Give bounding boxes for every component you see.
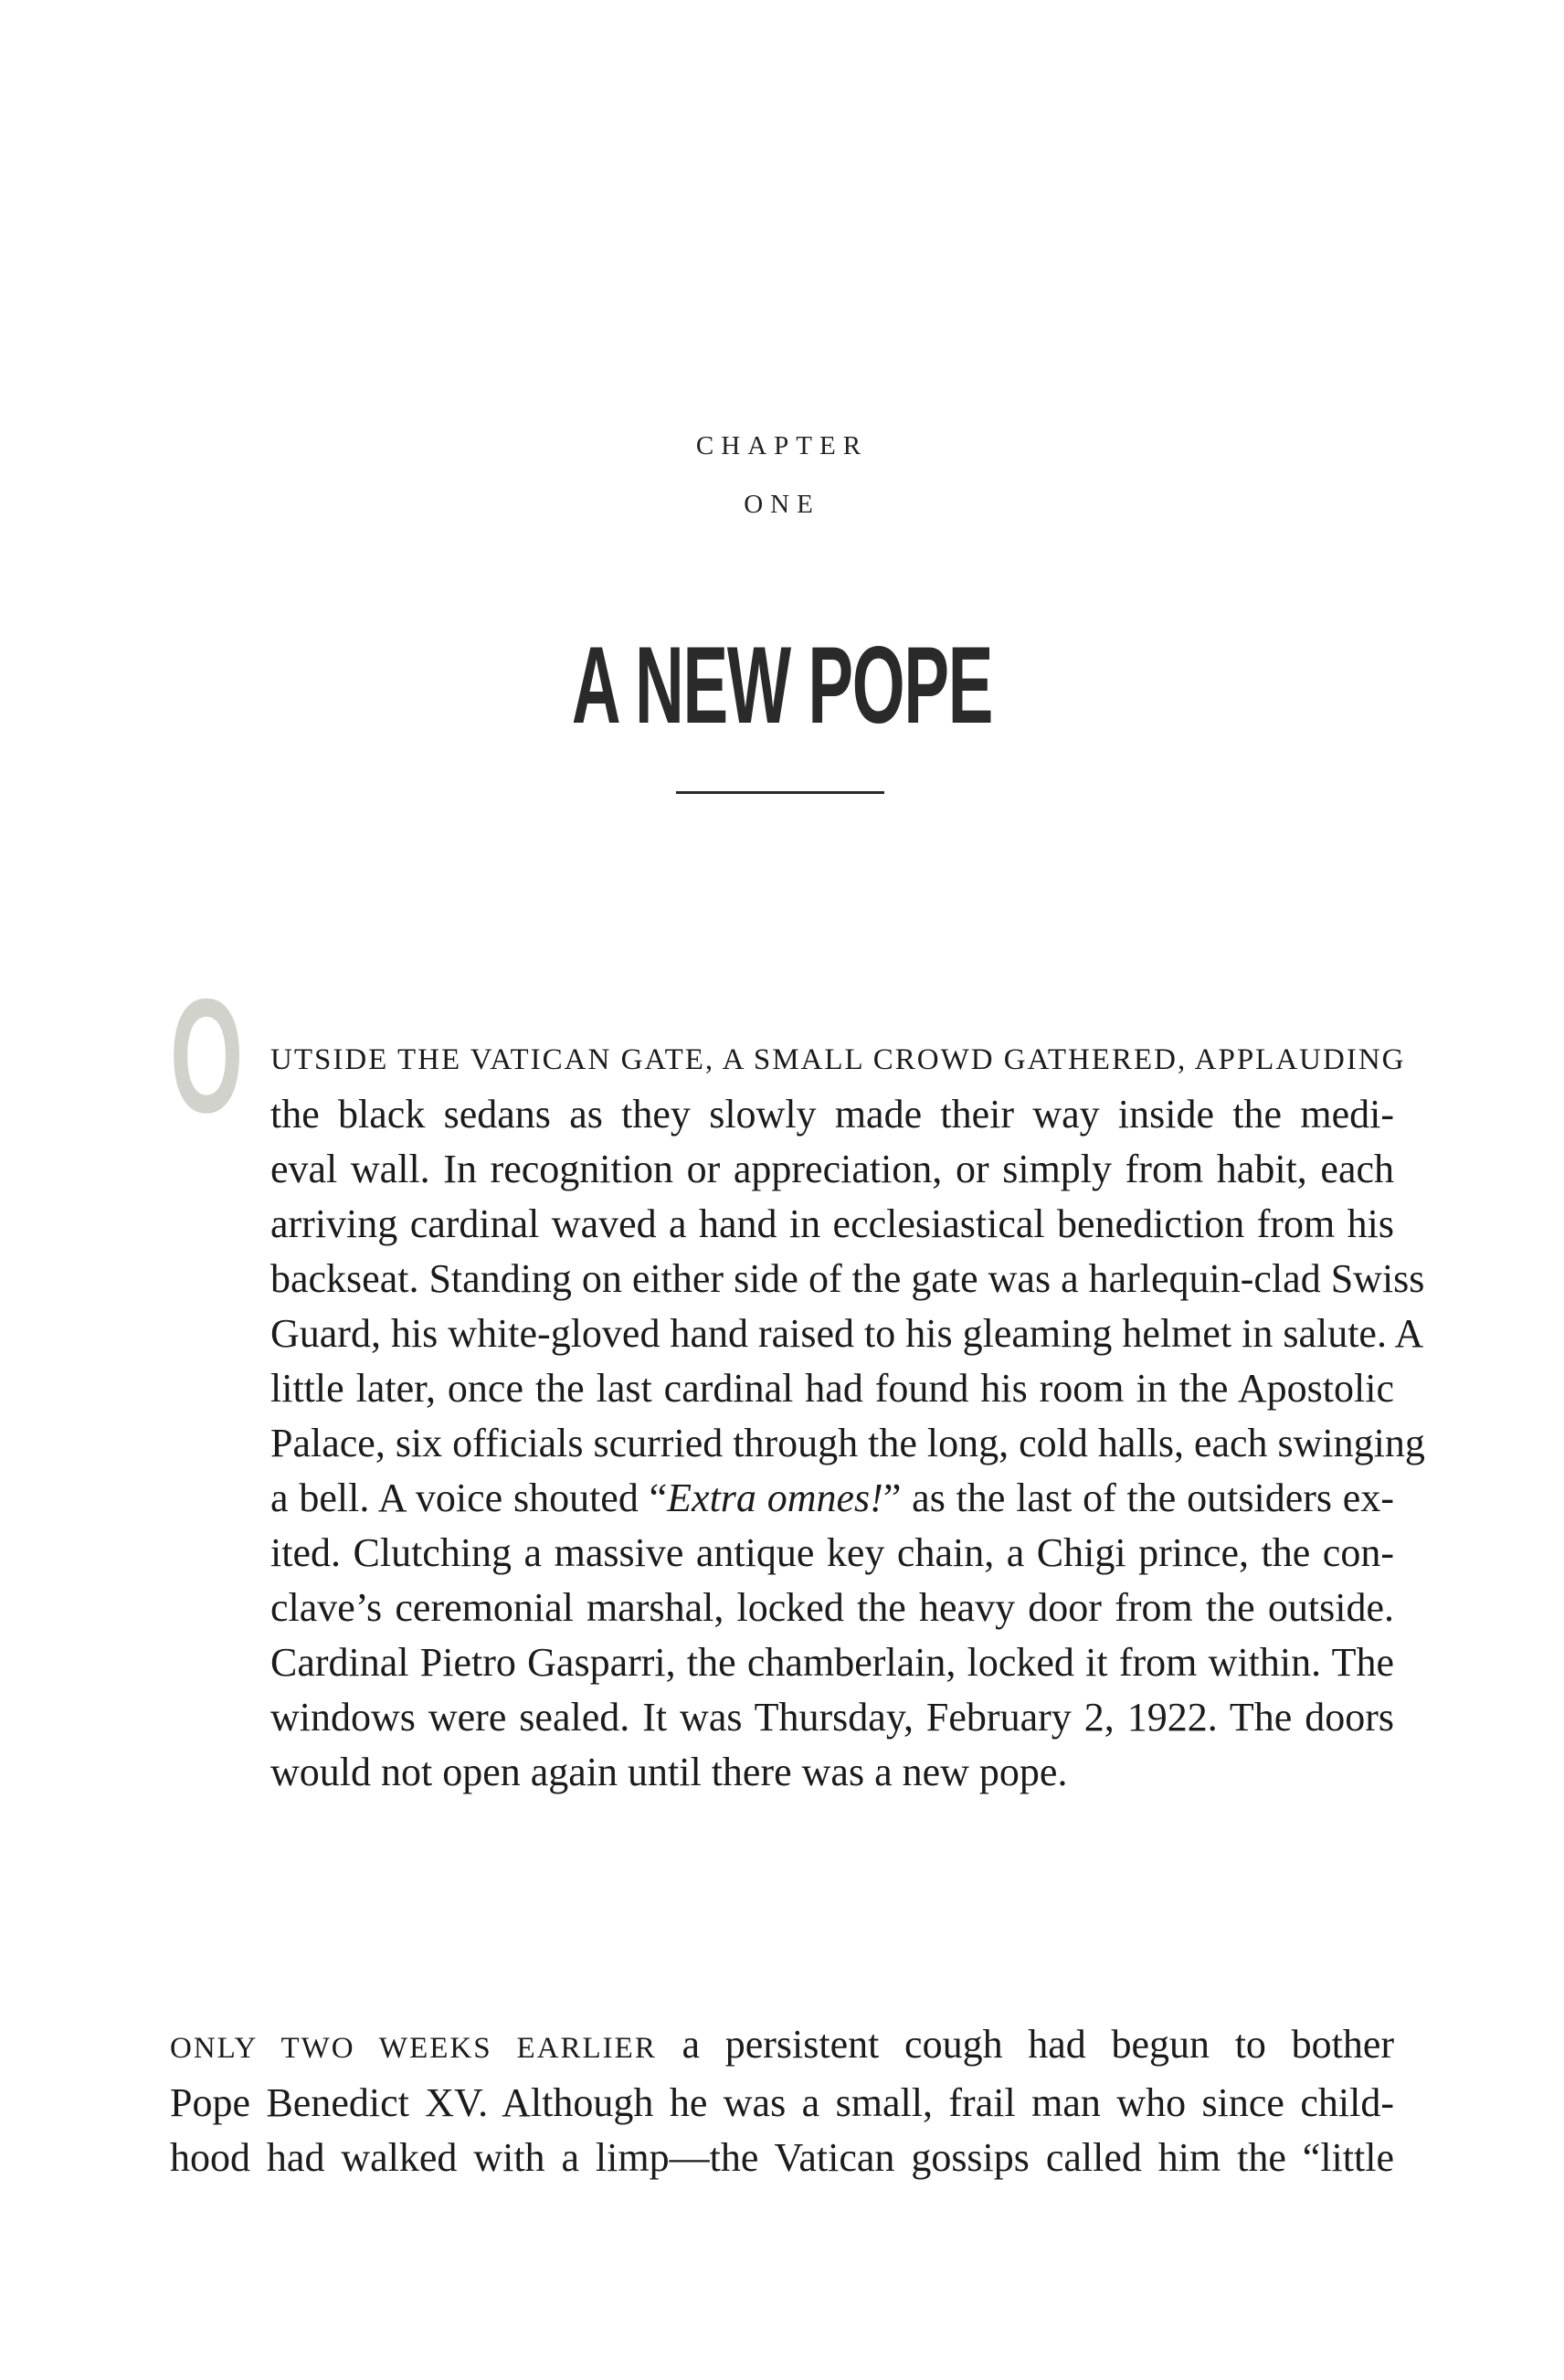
text-line [170, 1471, 1394, 1526]
chapter-label: CHAPTER [695, 431, 869, 460]
text-line: the black sedans as they slowly made their way inside the medi- [270, 1092, 1394, 1137]
text-line: Pope Benedict XV. Although he was a small, frail man who since child- [170, 2080, 1394, 2125]
text-line: would not open again until there was a new pope. [270, 1750, 1068, 1794]
paragraph-2 [170, 2017, 1394, 2291]
chapter-number: ONE [744, 490, 820, 519]
text-line: clave’s ceremonial marshal, locked the heavy door from the outside. [270, 1585, 1394, 1630]
text-line: backseat. Standing on either side of the gate was a harlequin-clad Swiss [270, 1256, 1425, 1301]
italic-phrase: Extra omnes! [667, 1476, 883, 1520]
smallcaps-lead: ONLY TWO WEEKS EARLIER [170, 2032, 657, 2065]
text-fragment: a bell. A voice shouted “ [270, 1476, 668, 1520]
text-line: Cardinal Pietro Gasparri, the chamberlain, locked it from within. The [270, 1640, 1394, 1685]
opening-smallcaps-line: UTSIDE THE VATICAN GATE, A SMALL CROWD GATHERED, APPLAUDING [270, 1043, 1406, 1076]
title-rule [676, 791, 884, 794]
text-line: Palace, six officials scurried through the long, cold halls, each swinging [270, 1421, 1425, 1465]
text-fragment: ” as the last of the outsiders ex- [882, 1476, 1394, 1520]
text-line: Guard, his white-gloved hand raised to his gleaming helmet in salute. A [270, 1311, 1424, 1356]
text-line: windows were sealed. It was Thursday, February 2, 1922. The doors [270, 1695, 1394, 1740]
text-line: hood had walked with a limp—the Vatican gossips called him the “little [170, 2135, 1394, 2180]
text-line [170, 2017, 1394, 2076]
text-line: little later, once the last cardinal had found his room in the Apostolic [270, 1366, 1394, 1411]
paragraph-1 [170, 1087, 1425, 1928]
text-line: eval wall. In recognition or appreciation, or simply from habit, each [270, 1147, 1394, 1191]
text-fragment: a persistent cough had begun to bother [656, 2022, 1395, 2067]
text-line: ited. Clutching a massive antique key chain, a Chigi prince, the con- [270, 1530, 1394, 1575]
text-line: arriving cardinal waved a hand in ecclesiastical benediction from his [270, 1201, 1394, 1246]
drop-cap: O [170, 965, 244, 1147]
chapter-title: A NEW POPE [571, 624, 993, 746]
